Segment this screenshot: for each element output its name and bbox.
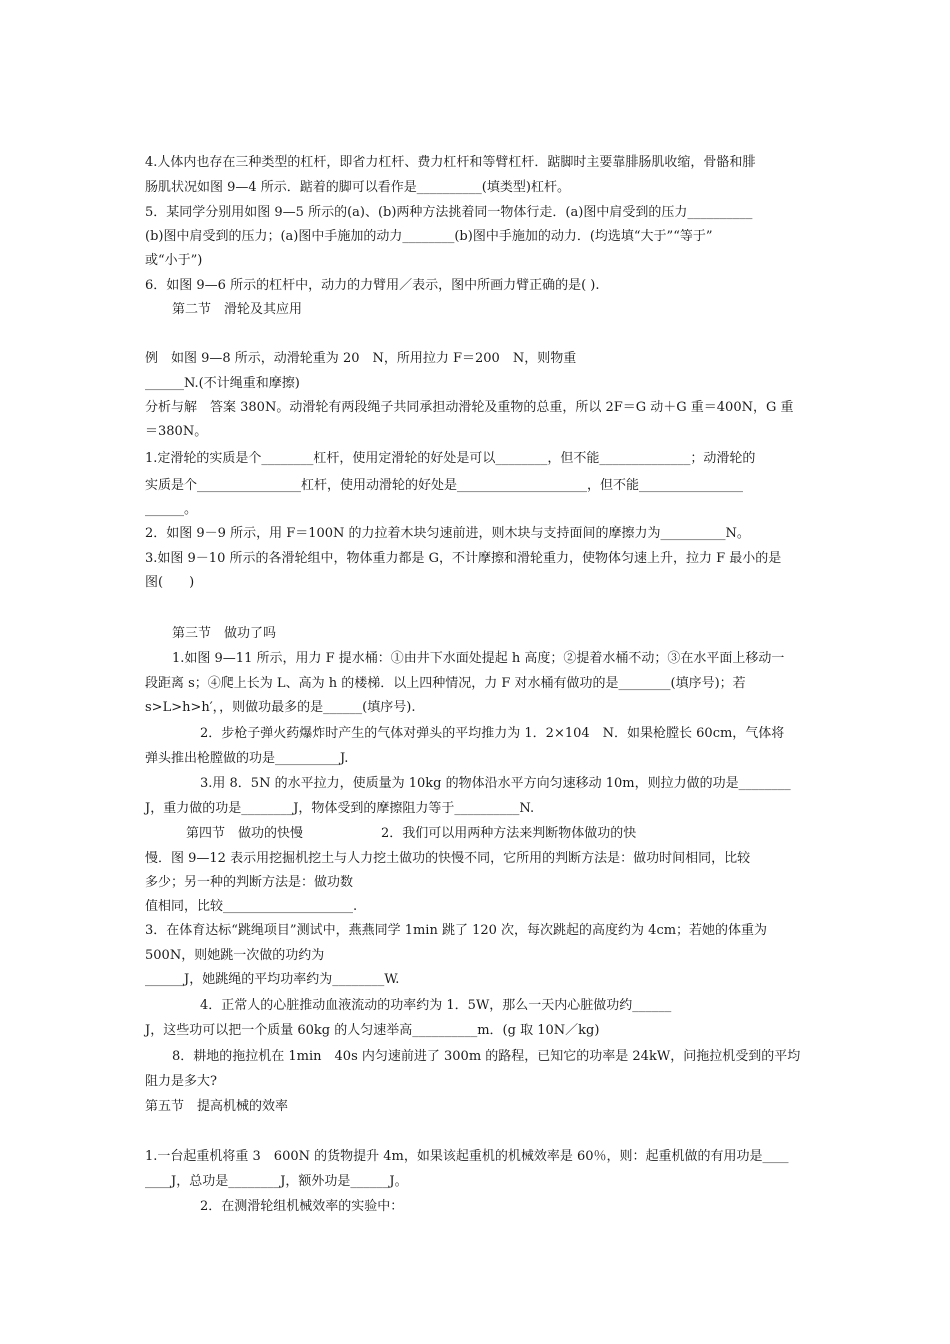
text-line: 4.人体内也存在三种类型的杠杆，即省力杠杆、费力杠杆和等臂杠杆．踮脚时主要靠腓肠肌收缩，骨骼和腓: [145, 155, 756, 170]
text-line: 500N，则她跳一次做的功约为: [145, 948, 325, 963]
text-line: ______J，她跳绳的平均功率约为________W.: [145, 972, 400, 987]
text-line: 例 如图 9—8 所示，动滑轮重为 20 N，所用拉力 F＝200 N，则物重: [145, 351, 577, 366]
text-line: ____J，总功是________J，额外功是______J。: [145, 1174, 408, 1189]
text-line: 8．耕地的拖拉机在 1min 40s 内匀速前进了 300m 的路程，已知它的功率是 24kW，问拖拉机受到的平均: [172, 1049, 801, 1064]
text-line: J，这些功可以把一个质量 60kg 的人匀速举高__________m．(g 取 10N／kg): [145, 1023, 600, 1038]
text-line: s>L>h>h′，，则做功最多的是______(填序号).: [145, 700, 416, 715]
text-line: ______N.(不计绳重和摩擦): [145, 376, 300, 391]
text-line: 值相同，比较____________________.: [145, 899, 358, 914]
section-heading: 第四节 做功的快慢 2．我们可以用两种方法来判断物体做功的快: [186, 826, 637, 841]
text-line: 2．如图 9－9 所示，用 F＝100N 的力拉着木块匀速前进，则木块与支持面间的摩擦力为__________N。: [145, 526, 750, 541]
text-line: 6．如图 9—6 所示的杠杆中，动力的力臂用／表示，图中所画力臂正确的是( ).: [145, 278, 600, 293]
text-line: 慢．图 9—12 表示用挖掘机挖土与人力挖土做功的快慢不同，它所用的判断方法是：做功时间相同，比较: [145, 851, 751, 866]
text-line: 1.一台起重机将重 3 600N 的货物提升 4m，如果该起重机的机械效率是 60％，则：起重机做的有用功是____: [145, 1149, 789, 1164]
section-heading: 第三节 做功了吗: [172, 626, 277, 641]
text-line: 图( ): [145, 575, 195, 590]
text-line: 分析与解 答案 380N。动滑轮有两段绳子共同承担动滑轮及重物的总重，所以 2F＝G 动＋G 重＝400N，G 重: [145, 400, 794, 415]
section-heading: 第二节 滑轮及其应用: [172, 302, 303, 317]
text-line: 1.定滑轮的实质是个________杠杆，使用定滑轮的好处是可以________，但不能______________；动滑轮的: [145, 451, 756, 466]
text-line: ＝380N。: [145, 424, 208, 439]
text-line: 1.如图 9—11 所示，用力 F 提水桶：①由井下水面处提起 h 高度；②提着水桶不动；③在水平面上移动一: [172, 651, 785, 666]
text-line: 2．在测滑轮组机械效率的实验中：: [200, 1199, 404, 1214]
text-line: 段距离 s；④爬上长为 L、高为 h 的楼梯．以上四种情况，力 F 对水桶有做功的是________(填序号)；若: [145, 676, 746, 691]
section-heading: 第五节 提高机械的效率: [145, 1099, 289, 1114]
text-line: 3.用 8．5N 的水平拉力，使质量为 10kg 的物体沿水平方向匀速移动 10m，则拉力做的功是________: [200, 776, 791, 791]
text-line: J，重力做的功是________J，物体受到的摩擦阻力等于__________N.: [145, 801, 535, 816]
text-line: 2．步枪子弹火药爆炸时产生的气体对弹头的平均推力为 1．2×104 N．如果枪膛长 60cm，气体将: [200, 726, 785, 741]
text-line: (b)图中肩受到的压力；(a)图中手施加的动力________(b)图中手施加的动力．(均选填“大于”“等于”: [145, 229, 713, 244]
text-line: 实质是个________________杠杆，使用动滑轮的好处是____________________，但不能________________: [145, 478, 744, 493]
text-line: ______。: [145, 502, 198, 517]
text-line: 或“小于”): [145, 253, 203, 268]
text-line: 多少；另一种的判断方法是：做功数: [145, 875, 354, 890]
text-line: 肠肌状况如图 9—4 所示．踮着的脚可以看作是__________(填类型)杠杆。: [145, 180, 570, 195]
text-line: 阻力是多大?: [145, 1074, 217, 1089]
text-line: 3．在体育达标“跳绳项目”测试中，燕燕同学 1min 跳了 120 次，每次跳起的高度约为 4cm；若她的体重为: [145, 923, 768, 938]
text-line: 5．某同学分别用如图 9—5 所示的(a)、(b)两种方法挑着同一物体行走．(a)图中肩受到的压力__________: [145, 205, 753, 220]
text-line: 弹头推出枪膛做的功是__________J.: [145, 751, 349, 766]
text-line: 4．正常人的心脏推动血液流动的功率约为 1．5W，那么一天内心脏做功约______: [200, 998, 672, 1013]
text-line: 3.如图 9－10 所示的各滑轮组中，物体重力都是 G，不计摩擦和滑轮重力，使物体匀速上升，拉力 F 最小的是: [145, 551, 782, 566]
